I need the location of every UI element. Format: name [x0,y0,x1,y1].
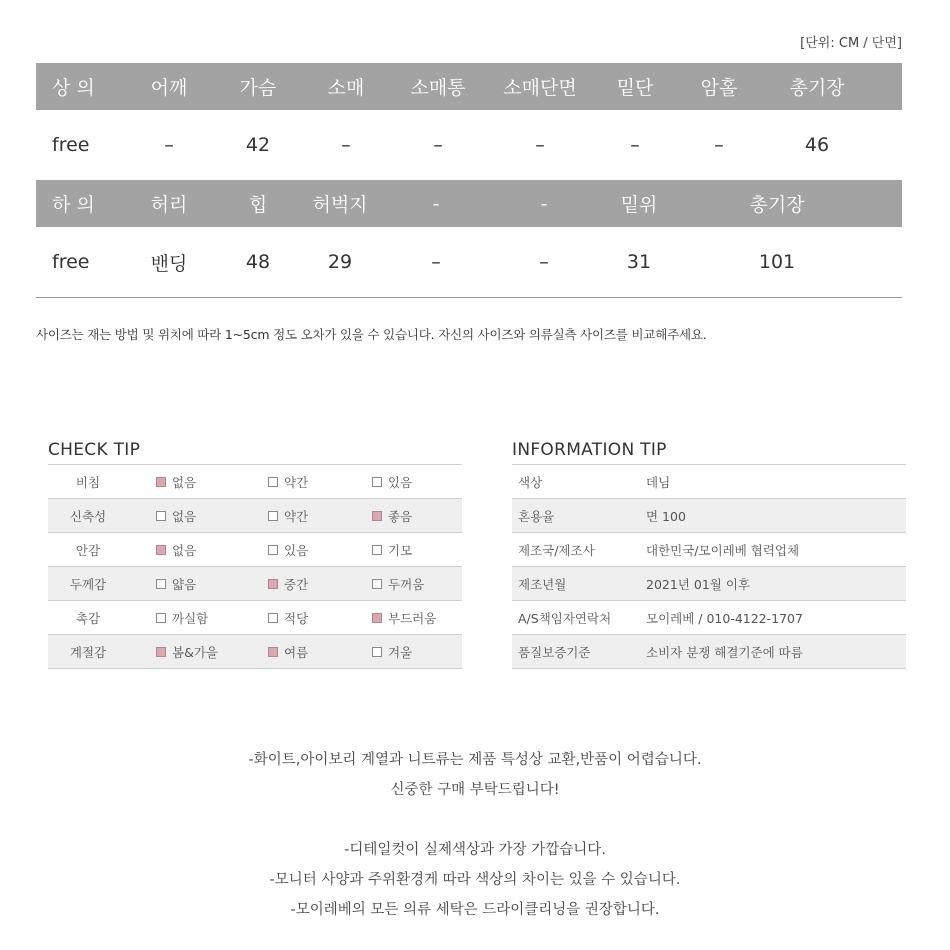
checkbox-empty-icon [268,511,278,521]
unit-label: [단위: CM / 단면] [800,36,902,51]
check-option [156,643,268,661]
check-tip-row [48,634,462,669]
check-option [372,507,452,525]
top-value-cell: free [52,134,90,156]
check-option [372,575,452,593]
check-tip-title: CHECK TIP [48,440,141,460]
checkbox-empty-icon [156,579,166,589]
check-option [268,643,372,661]
info-tip-panel [512,436,906,669]
bottom-value-row [36,227,902,297]
checkbox-checked-icon [372,511,382,521]
bottom-header-cell: - [432,192,440,215]
footer-line: -모니터 사양과 주위환경게 따라 색상의 차이는 있을 수 있습니다. [269,872,681,888]
check-option-label: 없음 [172,508,197,524]
check-option [268,473,372,491]
check-option [268,575,372,593]
top-value-cell: – [433,134,443,156]
info-tip-row [512,600,906,634]
top-header-row [36,63,902,110]
info-tip-label: 제조년월 [518,576,567,592]
check-option-label: 중간 [284,576,309,592]
bottom-header-cell: 허리 [150,194,188,216]
check-option [372,473,452,491]
top-header-cell: 암홀 [700,77,738,99]
top-header-cell: 소매단면 [503,77,577,99]
check-tip-panel [48,436,462,669]
check-tip-label: 두께감 [69,576,107,592]
checkbox-empty-icon [372,477,382,487]
top-header-cell: 밑단 [616,77,654,99]
check-tip-label: 비침 [75,474,101,490]
check-option [156,609,268,627]
checkbox-checked-icon [268,647,278,657]
check-option-label: 겨울 [388,644,413,660]
bottom-value-cell: 48 [245,251,271,273]
info-tip-value: 2021년 01월 이후 [646,576,750,592]
bottom-header-cell: - [540,192,548,215]
check-option-label: 없음 [172,474,197,490]
checkbox-checked-icon [268,579,278,589]
bottom-header-cell: 하 의 [52,194,95,216]
check-tip-rows [48,464,462,669]
bottom-header-cell: 총기장 [749,194,805,216]
top-value-cell: – [341,134,351,156]
bottom-value-cell: 31 [626,251,652,273]
top-value-row [36,110,902,180]
check-option-label: 없음 [172,542,197,558]
info-tip-title: INFORMATION TIP [512,440,667,460]
bottom-value-cell: – [539,251,549,273]
info-tip-label: 제조국/제조사 [518,542,595,558]
footer-line: 신중한 구매 부탁드립니다! [390,782,560,798]
footer-line: -화이트,아이보리 계열과 니트류는 제품 특성상 교환,반품이 어렵습니다. [248,752,702,768]
bottom-value-cell: 밴딩 [150,252,188,275]
bottom-header-cell: 힙 [248,194,268,216]
check-option-label: 봄&가을 [172,644,218,660]
checkbox-checked-icon [156,647,166,657]
info-tip-row [512,634,906,669]
checkbox-checked-icon [156,477,166,487]
info-tip-row [512,464,906,498]
check-option [372,609,452,627]
top-header-cell: 어깨 [150,77,188,99]
check-option [156,575,268,593]
check-option-label: 약간 [284,474,309,490]
check-option [372,541,452,559]
checkbox-checked-icon [372,613,382,623]
checkbox-empty-icon [372,647,382,657]
size-note: 사이즈는 재는 방법 및 위치에 따라 1~5cm 정도 오차가 있을 수 있습니다. 자신의 사이즈와 의류실측 사이즈를 비교해주세요. [36,327,707,342]
info-tip-row [512,566,906,600]
check-tip-row [48,464,462,498]
check-tip-row [48,498,462,532]
check-option-label: 있음 [388,474,413,490]
check-option [268,507,372,525]
check-option-label: 약간 [284,508,309,524]
top-value-cell: – [714,134,724,156]
check-option [268,541,372,559]
check-tip-label: 신축성 [69,508,107,524]
check-option [156,541,268,559]
check-option [156,507,268,525]
footer-line: -디테일컷이 실제색상과 가장 가깝습니다. [344,842,606,858]
check-option [268,609,372,627]
bottom-header-row [36,180,902,227]
checkbox-empty-icon [372,545,382,555]
bottom-value-cell: 29 [327,251,353,273]
info-tip-value: 면 100 [646,508,686,524]
check-tip-label: 촉감 [75,610,101,626]
check-tip-row [48,600,462,634]
checkbox-empty-icon [156,511,166,521]
check-tip-row [48,566,462,600]
size-table [36,63,902,298]
check-option-label: 기모 [388,542,413,558]
check-option [372,643,452,661]
check-option-label: 얇음 [172,576,197,592]
top-header-cell: 가슴 [239,77,277,99]
checkbox-checked-icon [156,545,166,555]
info-tip-row [512,532,906,566]
top-value-cell: – [164,134,174,156]
check-tip-label: 안감 [75,542,101,558]
bottom-header-cell: 허벅지 [312,194,368,216]
top-header-cell: 소매 [327,77,365,99]
checkbox-empty-icon [372,579,382,589]
top-value-cell: 42 [245,134,271,156]
checkbox-empty-icon [268,545,278,555]
bottom-value-cell: 101 [758,251,796,273]
check-option [156,473,268,491]
checkbox-empty-icon [268,477,278,487]
info-tip-label: 혼용율 [518,508,555,524]
info-tip-label: 색상 [518,474,543,490]
bottom-header-cell: 밑위 [620,194,658,216]
info-tip-rows [512,464,906,669]
check-option-label: 두꺼움 [388,576,425,592]
top-value-cell: – [535,134,545,156]
top-header-cell: 총기장 [789,77,845,99]
check-tip-row [48,532,462,566]
check-tip-label: 계절감 [69,644,107,660]
top-header-cell: 상 의 [52,77,95,99]
table-bottom-rule [36,297,902,298]
top-value-cell: 46 [804,134,830,156]
bottom-value-cell: – [431,251,441,273]
info-tip-value: 모이레베 / 010-4122-1707 [646,610,803,626]
top-header-cell: 소매통 [410,77,466,99]
check-option-label: 있음 [284,542,309,558]
checkbox-empty-icon [156,613,166,623]
checkbox-empty-icon [268,613,278,623]
top-value-cell: – [630,134,640,156]
check-option-label: 적당 [284,610,309,626]
check-option-label: 까실함 [172,610,209,626]
info-tip-row [512,498,906,532]
footer-line: -모이레베의 모든 의류 세탁은 드라이클리닝을 권장합니다. [290,902,660,918]
check-option-label: 부드러움 [388,610,437,626]
info-tip-label: 품질보증기준 [518,644,591,660]
bottom-value-cell: free [52,251,90,273]
check-option-label: 좋음 [388,508,413,524]
check-option-label: 여름 [284,644,309,660]
info-tip-value: 데님 [646,474,671,490]
info-tip-value: 대한민국/모이레베 협력업체 [646,542,800,558]
info-tip-value: 소비자 분쟁 해결기준에 따름 [646,644,803,660]
info-tip-label: A/S책임자연락처 [518,610,612,626]
